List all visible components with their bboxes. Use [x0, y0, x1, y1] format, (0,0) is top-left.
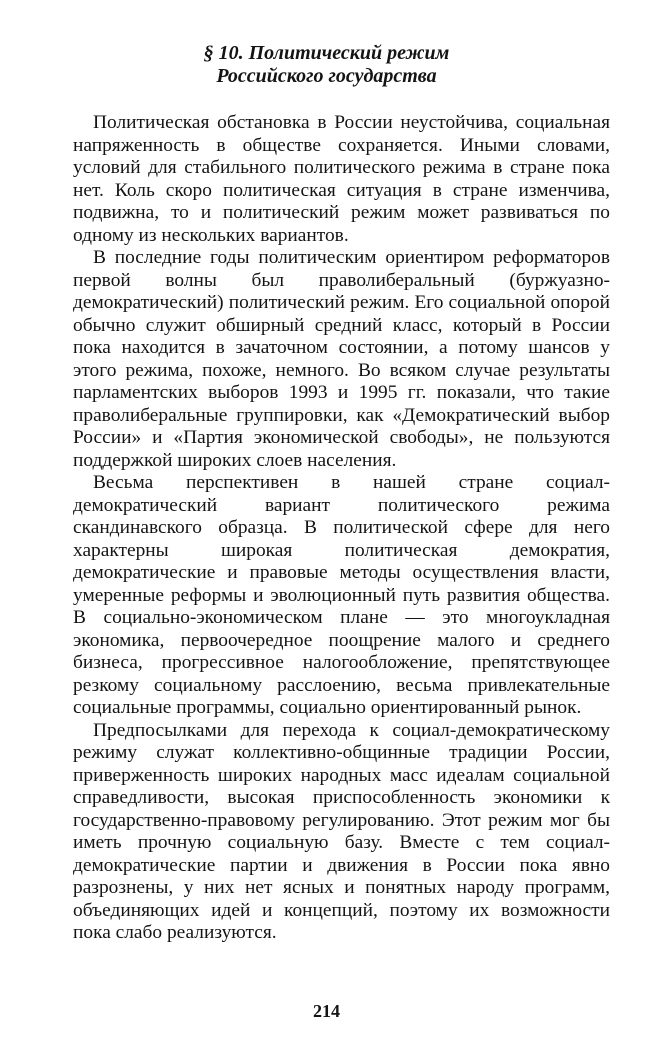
paragraph-3: Весьма перспективен в нашей стране социал-демократический вариант политического режима скандинавского образца. В политической сфере для него характерны широкая политическая демократия, демократические и правовые методы осуществления власти, умеренные реформы и эволюционный путь развития общества. В социально-экономическом плане — это многоукладная экономика, первоочередное поощрение малого и среднего бизнеса, прогрессивное налогообложение, препятствующее резкому социальному расслоению, весьма привлекательные социальные программы, социально ориентированный рынок. — [73, 472, 610, 718]
section-title-line-2: Российского государства — [216, 65, 437, 87]
body-text — [73, 112, 610, 945]
paragraph-1: Политическая обстановка в России неустойчива, социальная напряженность в обществе сохраняется. Иными словами, условий для стабильного политического режима в стране пока нет. Коль скоро политическая ситуация в стране изменчива, подвижна, то и политический режим может развиваться по одному из нескольких вариантов. — [73, 112, 610, 246]
paragraph-2: В последние годы политическим ориентиром реформаторов первой волны был праволиберальный (буржуазно-демократический) политический режим. Его социальной опорой обычно служит обширный средний класс, который в России пока находится в зачаточном состоянии, а потому шансов у этого режима, похоже, немного. Во всяком случае результаты парламентских выборов 1993 и 1995 гг. показали, что такие праволиберальные группировки, как «Демократический выбор России» и «Партия экономической свободы», не пользуются поддержкой широких слоев населения. — [73, 247, 610, 471]
page-number: 214 — [313, 1001, 340, 1021]
section-title-line-1: § 10. Политический режим — [203, 42, 450, 64]
paragraph-4: Предпосылками для перехода к социал-демократическому режиму служат коллективно-общинные традиции России, приверженность широких народных масс идеалам социальной справедливости, высокая приспособленность экономики к государственно-правовому регулированию. Этот режим мог бы иметь прочную социальную базу. Вместе с тем социал-демократические партии и движения в России пока явно разрознены, у них нет ясных и понятных народу программ, объединяющих идей и концепций, поэтому их возможности пока слабо реализуются. — [73, 719, 610, 943]
